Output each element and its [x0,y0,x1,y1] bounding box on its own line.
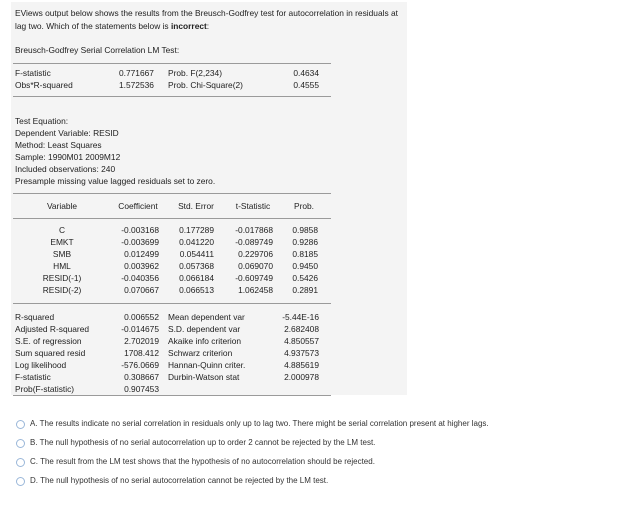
cell: 0.229706 [238,249,273,259]
equation-line: Method: Least Squares [15,140,102,150]
option-d[interactable] [30,476,328,485]
option-c[interactable] [30,457,375,466]
col-header: Prob. [293,201,315,211]
cell: 0.177289 [179,225,214,235]
cell: 0.069070 [238,261,273,271]
equation-line: Test Equation: [15,116,69,126]
option-a[interactable] [30,419,489,428]
stat-value: 0.771667 [119,68,154,78]
cell: 0.9858 [292,225,318,235]
cell: S.D. dependent var [168,324,241,334]
cell: -0.609749 [235,273,273,283]
cell: -0.003699 [121,237,159,247]
radio-icon[interactable] [16,439,25,448]
cell: -0.014675 [121,324,159,334]
radio-icon[interactable] [16,420,25,429]
cell: -0.003168 [121,225,159,235]
equation-line: Presample missing value lagged residuals set to zero. [15,176,216,186]
cell: RESID(-2) [42,285,82,295]
option-label: C. The result from the LM test shows that the hypothesis of no autocorrelation should be rejected. [30,457,375,466]
option-label: B. The null hypothesis of no serial autocorrelation up to order 2 cannot be rejected by the LM test. [30,438,376,447]
radio-icon[interactable] [16,458,25,467]
cell: Adjusted R-squared [15,324,90,334]
cell: -0.017868 [235,225,273,235]
cell: Schwarz criterion [168,348,233,358]
cell: Akaike info criterion [168,336,242,346]
cell: -5.44E-16 [282,312,319,322]
cell: 0.066184 [179,273,214,283]
cell: -0.089749 [235,237,273,247]
cell: HML [53,261,71,271]
cell: 0.907453 [124,384,159,394]
cell: 0.012499 [124,249,159,259]
cell: 0.066513 [179,285,214,295]
cell: 2.000978 [284,372,319,382]
cell: 1708.412 [124,348,159,358]
stat-prob: 0.4634 [293,68,319,78]
cell: -576.0669 [121,360,159,370]
divider [13,96,331,97]
cell: 1.062458 [238,285,273,295]
cell: 2.702019 [124,336,159,346]
option-label: A. The results indicate no serial correlation in residuals only up to lag two. There might be serial correlation present at higher lags. [30,419,489,428]
cell: Sum squared resid [15,348,86,358]
test-title: Breusch-Godfrey Serial Correlation LM Test: [15,45,180,55]
option-label: D. The null hypothesis of no serial autocorrelation cannot be rejected by the LM test. [30,476,329,485]
cell: 0.003962 [124,261,159,271]
emphasis-word: incorrect [170,20,207,31]
divider [13,63,331,64]
cell: 0.054411 [179,249,214,259]
cell: 4.885619 [284,360,319,370]
cell: 0.2891 [292,285,318,295]
divider [13,193,331,194]
col-header: Variable [46,201,78,211]
equation-line: Dependent Variable: RESID [15,128,119,138]
cell: 0.057368 [179,261,214,271]
equation-line: Included observations: 240 [15,164,116,174]
cell: 4.937573 [284,348,319,358]
stat-prob: 0.4555 [293,80,319,90]
cell: 0.070667 [124,285,159,295]
cell: Prob(F-statistic) [15,384,75,394]
cell: Log likelihood [15,360,67,370]
cell: S.E. of regression [15,336,82,346]
col-header: t-Statistic [235,201,271,211]
divider [13,395,331,396]
cell: RESID(-1) [42,273,82,283]
cell: 0.9450 [292,261,318,271]
cell: 0.8185 [292,249,318,259]
col-header: Coefficient [118,201,158,211]
cell: 0.308667 [124,372,159,382]
equation-line: Sample: 1990M01 2009M12 [15,152,121,162]
radio-icon[interactable] [16,477,25,486]
divider [13,303,331,304]
option-b[interactable] [30,438,375,447]
cell: -0.040356 [121,273,159,283]
cell: F-statistic [15,372,51,382]
cell: R-squared [15,312,55,322]
question-text: EViews output below shows the results from the Breusch-Godfrey test for autocorrelation in residuals at lag two. Which of the statements below is incorrect: [15,8,398,31]
cell: EMKT [50,237,74,247]
cell: Hannan-Quinn criter. [168,360,246,370]
cell: Durbin-Watson stat [168,372,240,382]
cell: 0.006552 [124,312,159,322]
cell: 0.9286 [292,237,318,247]
stat-label: F-statistic [15,68,51,78]
cell: 2.682408 [284,324,319,334]
stat-label: Obs*R-squared [15,80,73,90]
stat-dist: Prob. F(2,234) [168,68,222,78]
cell: Mean dependent var [168,312,245,322]
question-panel [11,2,407,395]
cell: 0.041220 [179,237,214,247]
stat-dist: Prob. Chi-Square(2) [168,80,243,90]
cell: 0.5426 [292,273,318,283]
col-header: Std. Error [178,201,214,211]
divider [13,218,331,219]
cell: 4.850557 [284,336,319,346]
stat-value: 1.572536 [119,80,154,90]
cell: C [58,225,66,235]
cell: SMB [52,249,72,259]
